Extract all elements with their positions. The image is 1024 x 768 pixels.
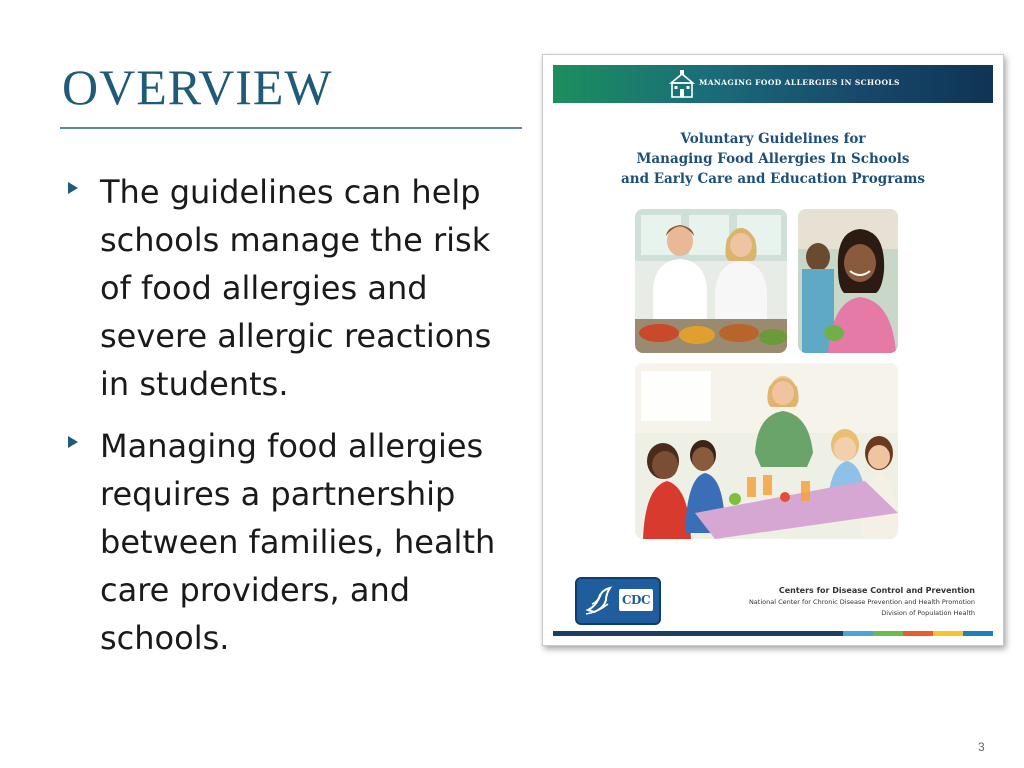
cover-title-line: Voluntary Guidelines for (680, 131, 866, 147)
cover-header-bar (553, 65, 993, 103)
cdc-logo-text: CDC (619, 589, 653, 611)
school-building-icon (669, 69, 695, 99)
classroom-lunch-photo (635, 363, 898, 539)
cover-title-line: Managing Food Allergies In Schools (636, 151, 910, 167)
triangle-bullet-icon (68, 436, 78, 448)
footer-stripe-segment (963, 631, 993, 636)
agency-info (749, 585, 975, 619)
footer-stripe-segment (873, 631, 903, 636)
hhs-cdc-logo (575, 577, 661, 625)
bullet-item (64, 422, 514, 662)
cover-header-text: MANAGING FOOD ALLERGIES IN SCHOOLS (699, 78, 900, 87)
footer-stripe-segment (933, 631, 963, 636)
bullet-item (64, 168, 514, 408)
bullet-text: The guidelines can help schools manage the risk of food allergies and severe allergic reactions in students. (100, 173, 492, 403)
report-cover-image (542, 54, 1004, 646)
cover-title (543, 129, 1003, 189)
triangle-bullet-icon (68, 182, 78, 194)
hhs-eagle-icon (582, 584, 616, 618)
bullet-text: Managing food allergies requires a partnership between families, health care providers, and schools. (100, 427, 496, 657)
cafeteria-staff-photo (635, 209, 787, 353)
footer-stripe-segment (553, 631, 843, 636)
title-divider (60, 127, 522, 129)
cover-footer-stripe (553, 631, 993, 636)
cover-title-line: and Early Care and Education Programs (621, 171, 925, 187)
page-number: 3 (978, 740, 985, 754)
agency-name: Centers for Disease Control and Prevention (778, 586, 975, 595)
agency-center: National Center for Chronic Disease Prevention and Health Promotion (748, 598, 975, 606)
agency-division: Division of Population Health (881, 609, 975, 617)
student-photo (798, 209, 898, 353)
footer-stripe-segment (903, 631, 933, 636)
slide-title: OVERVIEW (62, 59, 333, 115)
footer-stripe-segment (843, 631, 873, 636)
bullet-list (64, 168, 514, 676)
